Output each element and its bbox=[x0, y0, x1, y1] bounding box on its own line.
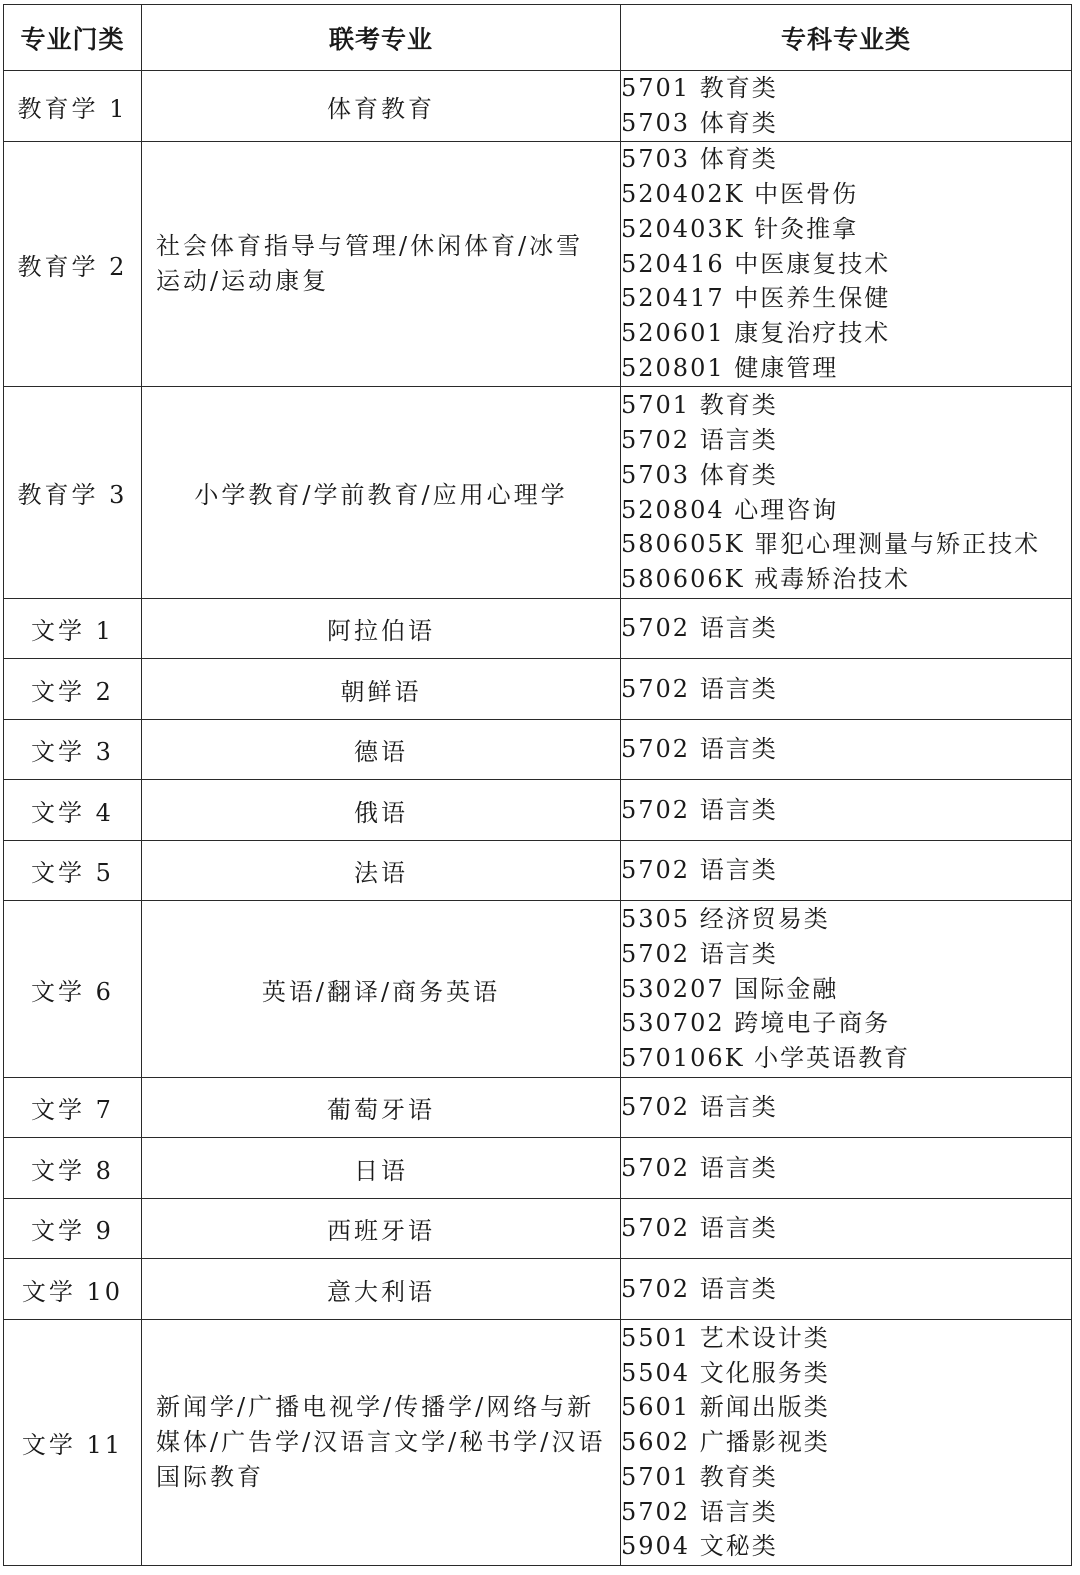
exam-major-cell: 西班牙语 bbox=[142, 1199, 621, 1259]
specialty-item: 5702 语言类 bbox=[621, 939, 778, 968]
exam-major-cell: 法语 bbox=[142, 841, 621, 901]
category-cell: 文学 1 bbox=[4, 599, 142, 659]
specialty-item: 530702 跨境电子商务 bbox=[621, 1009, 891, 1038]
specialty-item: 5702 语言类 bbox=[621, 674, 778, 703]
table-row bbox=[4, 387, 1072, 599]
header-specialty-class: 专科专业类 bbox=[621, 5, 1072, 71]
specialty-item: 5701 教育类 bbox=[621, 74, 778, 103]
category-cell: 文学 5 bbox=[4, 841, 142, 901]
specialty-item: 530207 国际金融 bbox=[621, 974, 839, 1003]
exam-major-cell: 英语/翻译/商务英语 bbox=[142, 901, 621, 1078]
exam-major-cell: 体育教育 bbox=[142, 71, 621, 142]
exam-major-cell: 新闻学/广播电视学/传播学/网络与新媒体/广告学/汉语言文学/秘书学/汉语国际教育 bbox=[142, 1320, 621, 1566]
specialty-item: 5501 艺术设计类 bbox=[621, 1323, 830, 1352]
specialty-cell bbox=[621, 599, 1072, 659]
specialty-item: 5703 体育类 bbox=[621, 109, 778, 137]
specialty-item: 520801 健康管理 bbox=[621, 353, 839, 382]
exam-major-cell: 朝鲜语 bbox=[142, 659, 621, 720]
category-cell: 文学 10 bbox=[4, 1259, 142, 1320]
specialty-cell bbox=[621, 1078, 1072, 1138]
category-cell: 文学 6 bbox=[4, 901, 142, 1078]
table-row bbox=[4, 1199, 1072, 1259]
category-cell: 文学 2 bbox=[4, 659, 142, 720]
specialty-cell bbox=[621, 1138, 1072, 1199]
specialty-item: 580606K 戒毒矫治技术 bbox=[621, 565, 911, 594]
category-cell: 文学 3 bbox=[4, 720, 142, 780]
specialty-item: 5703 体育类 bbox=[621, 460, 778, 489]
specialty-cell bbox=[621, 841, 1072, 901]
specialty-item: 5904 文秘类 bbox=[621, 1532, 778, 1561]
table-row bbox=[4, 71, 1072, 142]
category-cell: 文学 7 bbox=[4, 1078, 142, 1138]
specialty-cell bbox=[621, 780, 1072, 841]
specialty-item: 5702 语言类 bbox=[621, 735, 778, 764]
table-row bbox=[4, 1320, 1072, 1566]
category-cell: 文学 8 bbox=[4, 1138, 142, 1199]
specialty-cell bbox=[621, 659, 1072, 720]
specialty-item: 5702 语言类 bbox=[621, 856, 778, 885]
table-row bbox=[4, 142, 1072, 387]
table-row bbox=[4, 1259, 1072, 1320]
specialty-item: 5702 语言类 bbox=[621, 1497, 778, 1526]
specialty-item: 5702 语言类 bbox=[621, 795, 778, 824]
specialty-cell bbox=[621, 142, 1072, 387]
specialty-cell bbox=[621, 1320, 1072, 1566]
table-row bbox=[4, 901, 1072, 1078]
specialty-cell bbox=[621, 71, 1072, 142]
specialty-item: 5702 语言类 bbox=[621, 1153, 778, 1182]
specialty-item: 5702 语言类 bbox=[621, 1093, 778, 1122]
specialty-item: 5701 教育类 bbox=[621, 1462, 778, 1491]
specialty-item: 5703 体育类 bbox=[621, 145, 778, 174]
specialty-item: 580605K 罪犯心理测量与矫正技术 bbox=[621, 530, 1041, 559]
specialty-item: 520402K 中医骨伤 bbox=[621, 180, 859, 208]
specialty-item: 5702 语言类 bbox=[621, 1214, 778, 1243]
category-cell: 文学 4 bbox=[4, 780, 142, 841]
specialty-item: 520601 康复治疗技术 bbox=[621, 319, 891, 348]
table-row bbox=[4, 659, 1072, 720]
category-cell: 教育学 2 bbox=[4, 142, 142, 387]
category-cell: 文学 9 bbox=[4, 1199, 142, 1259]
table-row bbox=[4, 780, 1072, 841]
specialty-item: 520403K 针灸推拿 bbox=[621, 214, 859, 243]
header-row bbox=[4, 5, 1072, 71]
specialty-cell bbox=[621, 1199, 1072, 1259]
table-row bbox=[4, 841, 1072, 901]
exam-major-cell: 俄语 bbox=[142, 780, 621, 841]
major-mapping-table bbox=[3, 4, 1072, 1566]
table-row bbox=[4, 599, 1072, 659]
table-row bbox=[4, 720, 1072, 780]
exam-major-cell: 小学教育/学前教育/应用心理学 bbox=[142, 387, 621, 599]
specialty-item: 520417 中医养生保健 bbox=[621, 284, 891, 313]
specialty-item: 5702 语言类 bbox=[621, 425, 778, 454]
specialty-item: 5602 广播影视类 bbox=[621, 1428, 830, 1457]
exam-major-cell: 意大利语 bbox=[142, 1259, 621, 1320]
specialty-item: 520416 中医康复技术 bbox=[621, 249, 891, 278]
table-row bbox=[4, 1138, 1072, 1199]
specialty-item: 5504 文化服务类 bbox=[621, 1358, 830, 1387]
specialty-cell bbox=[621, 1259, 1072, 1320]
category-cell: 教育学 3 bbox=[4, 387, 142, 599]
specialty-item: 5702 语言类 bbox=[621, 614, 778, 643]
specialty-item: 5601 新闻出版类 bbox=[621, 1393, 830, 1422]
specialty-item: 5305 经济贸易类 bbox=[621, 905, 830, 933]
specialty-item: 570106K 小学英语教育 bbox=[621, 1044, 911, 1073]
specialty-item: 5701 教育类 bbox=[621, 391, 778, 420]
header-category: 专业门类 bbox=[4, 5, 142, 71]
specialty-item: 5702 语言类 bbox=[621, 1274, 778, 1303]
category-cell: 文学 11 bbox=[4, 1320, 142, 1566]
table-row bbox=[4, 1078, 1072, 1138]
exam-major-cell: 阿拉伯语 bbox=[142, 599, 621, 659]
exam-major-cell: 社会体育指导与管理/休闲体育/冰雪运动/运动康复 bbox=[142, 142, 621, 387]
exam-major-cell: 日语 bbox=[142, 1138, 621, 1199]
exam-major-cell: 德语 bbox=[142, 720, 621, 780]
specialty-cell bbox=[621, 901, 1072, 1078]
header-exam-major: 联考专业 bbox=[142, 5, 621, 71]
exam-major-cell: 葡萄牙语 bbox=[142, 1078, 621, 1138]
specialty-cell bbox=[621, 720, 1072, 780]
specialty-cell bbox=[621, 387, 1072, 599]
specialty-item: 520804 心理咨询 bbox=[621, 495, 839, 524]
category-cell: 教育学 1 bbox=[4, 71, 142, 142]
